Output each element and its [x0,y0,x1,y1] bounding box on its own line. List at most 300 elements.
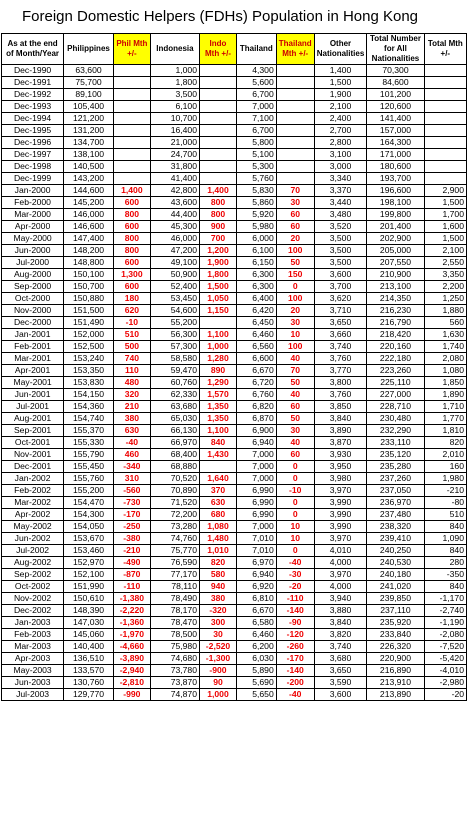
cell-philippines: 152,000 [64,329,114,341]
cell-thailand-change [276,137,314,149]
cell-indo-change: 1,350 [199,401,236,413]
cell-phil-change: -730 [113,497,150,509]
cell-philippines: 136,510 [64,653,114,665]
cell-indo-change [199,113,236,125]
table-row [2,545,467,557]
cell-other: 1,900 [314,89,367,101]
cell-total-change: -1,190 [424,617,466,629]
cell-other: 3,840 [314,617,367,629]
cell-total-change: 1,850 [424,377,466,389]
cell-indo-change: -2,520 [199,641,236,653]
cell-indo-change: 820 [199,557,236,569]
cell-indo-change: 1,050 [199,293,236,305]
cell-philippines: 145,200 [64,197,114,209]
cell-total-number: 220,900 [367,653,424,665]
cell-other: 3,590 [314,677,367,689]
table-row [2,245,467,257]
cell-month: Feb-2001 [2,341,64,353]
cell-phil-change: -2,810 [113,677,150,689]
cell-thailand: 6,760 [236,389,276,401]
table-row [2,305,467,317]
fdh-population-table [1,33,467,701]
cell-thailand-change: 40 [276,389,314,401]
col-header-indo-change: Indo Mth +/- [199,34,236,65]
cell-indonesia: 77,170 [150,569,199,581]
cell-total-change: 1,500 [424,233,466,245]
cell-other: 3,970 [314,485,367,497]
cell-total-change: -1,170 [424,593,466,605]
cell-indo-change: 1,080 [199,521,236,533]
cell-indo-change [199,317,236,329]
cell-phil-change: -3,890 [113,653,150,665]
cell-thailand: 6,940 [236,437,276,449]
cell-indo-change: 840 [199,437,236,449]
cell-philippines: 150,610 [64,593,114,605]
cell-thailand: 6,450 [236,317,276,329]
cell-total-number: 222,180 [367,353,424,365]
cell-indo-change: 300 [199,617,236,629]
cell-thailand: 6,720 [236,377,276,389]
cell-indonesia: 73,780 [150,665,199,677]
cell-thailand: 5,650 [236,689,276,701]
cell-indonesia: 72,200 [150,509,199,521]
cell-total-number: 239,850 [367,593,424,605]
cell-total-change: -2,980 [424,677,466,689]
cell-other: 3,850 [314,401,367,413]
cell-thailand: 6,000 [236,233,276,245]
table-row [2,533,467,545]
cell-month: Dec-1999 [2,173,64,185]
cell-philippines: 154,050 [64,521,114,533]
table-body [2,65,467,701]
cell-total-change: 1,700 [424,209,466,221]
cell-total-number: 235,120 [367,449,424,461]
header-row [2,34,467,65]
cell-phil-change: 600 [113,281,150,293]
cell-other: 3,980 [314,473,367,485]
cell-indonesia: 53,450 [150,293,199,305]
cell-thailand-change: 30 [276,197,314,209]
table-row [2,509,467,521]
table-row [2,557,467,569]
table-row [2,209,467,221]
table-row [2,329,467,341]
cell-total-change: 1,090 [424,533,466,545]
cell-other: 3,880 [314,605,367,617]
table-row [2,425,467,437]
cell-month: Mar-2002 [2,497,64,509]
cell-philippines: 147,030 [64,617,114,629]
cell-phil-change: -2,220 [113,605,150,617]
cell-thailand: 7,000 [236,461,276,473]
cell-thailand-change: 20 [276,305,314,317]
cell-month: Jun-2001 [2,389,64,401]
cell-total-number: 218,420 [367,329,424,341]
cell-indonesia: 44,400 [150,209,199,221]
cell-indonesia: 78,500 [150,629,199,641]
cell-total-number: 236,970 [367,497,424,509]
table-row [2,629,467,641]
cell-total-change: 2,200 [424,281,466,293]
cell-thailand: 5,300 [236,161,276,173]
cell-philippines: 131,200 [64,125,114,137]
cell-phil-change [113,77,150,89]
cell-total-number: 141,400 [367,113,424,125]
cell-phil-change: -40 [113,437,150,449]
cell-total-number: 237,480 [367,509,424,521]
cell-philippines: 152,500 [64,341,114,353]
cell-total-number: 196,600 [367,185,424,197]
cell-phil-change: -990 [113,689,150,701]
cell-indonesia: 70,520 [150,473,199,485]
cell-total-change [424,101,466,113]
page-title: Foreign Domestic Helpers (FDHs) Population in Hong Kong [22,8,419,25]
cell-total-number: 216,890 [367,665,424,677]
cell-thailand: 6,400 [236,293,276,305]
cell-thailand: 6,820 [236,401,276,413]
cell-month: Jun-2003 [2,677,64,689]
cell-total-change: 840 [424,581,466,593]
cell-philippines: 154,360 [64,401,114,413]
cell-indo-change: 1,570 [199,389,236,401]
cell-thailand-change: 0 [276,461,314,473]
cell-total-change: -7,520 [424,641,466,653]
cell-thailand: 6,420 [236,305,276,317]
cell-thailand: 4,300 [236,65,276,77]
table-row [2,437,467,449]
cell-thailand: 6,700 [236,89,276,101]
cell-month: Jul-2000 [2,257,64,269]
cell-indonesia: 24,700 [150,149,199,161]
cell-total-change: 1,500 [424,197,466,209]
cell-thailand: 7,000 [236,449,276,461]
cell-other: 3,500 [314,245,367,257]
cell-month: Jan-2002 [2,473,64,485]
cell-month: Feb-2000 [2,197,64,209]
cell-total-number: 180,600 [367,161,424,173]
cell-total-change: 2,080 [424,353,466,365]
cell-indo-change: 1,100 [199,425,236,437]
cell-total-number: 228,710 [367,401,424,413]
cell-indo-change: 1,430 [199,449,236,461]
cell-other: 3,950 [314,461,367,473]
cell-philippines: 75,700 [64,77,114,89]
cell-other: 3,870 [314,437,367,449]
cell-philippines: 130,760 [64,677,114,689]
cell-total-number: 237,260 [367,473,424,485]
table-row [2,137,467,149]
cell-total-change [424,89,466,101]
cell-total-number: 157,000 [367,125,424,137]
cell-philippines: 153,670 [64,533,114,545]
cell-indo-change: 800 [199,209,236,221]
cell-phil-change: 380 [113,413,150,425]
cell-thailand-change: -260 [276,641,314,653]
cell-thailand-change: 60 [276,209,314,221]
cell-indo-change: 1,290 [199,377,236,389]
cell-indo-change: 1,200 [199,245,236,257]
cell-thailand-change: 150 [276,269,314,281]
cell-thailand: 6,580 [236,617,276,629]
cell-month: Dec-1992 [2,89,64,101]
cell-thailand: 6,300 [236,269,276,281]
cell-indo-change: -1,300 [199,653,236,665]
cell-philippines: 153,350 [64,365,114,377]
cell-total-number: 120,600 [367,101,424,113]
cell-other: 4,000 [314,581,367,593]
cell-total-change: 2,900 [424,185,466,197]
col-header-thailand: Thailand [236,34,276,65]
cell-philippines: 144,600 [64,185,114,197]
cell-indonesia: 46,000 [150,233,199,245]
cell-philippines: 148,390 [64,605,114,617]
cell-thailand-change: 10 [276,533,314,545]
cell-philippines: 153,830 [64,377,114,389]
cell-other: 4,010 [314,545,367,557]
cell-thailand: 6,200 [236,641,276,653]
cell-philippines: 153,460 [64,545,114,557]
cell-phil-change: -870 [113,569,150,581]
cell-thailand: 6,940 [236,569,276,581]
cell-thailand-change [276,149,314,161]
cell-thailand: 6,990 [236,497,276,509]
cell-phil-change: -380 [113,533,150,545]
cell-month: Mar-2003 [2,641,64,653]
table-row [2,569,467,581]
table-row [2,221,467,233]
cell-philippines: 148,800 [64,257,114,269]
cell-total-change: -5,420 [424,653,466,665]
table-row [2,293,467,305]
cell-other: 3,000 [314,161,367,173]
cell-indonesia: 10,700 [150,113,199,125]
cell-indonesia: 54,600 [150,305,199,317]
cell-total-number: 207,550 [367,257,424,269]
cell-total-change: 840 [424,545,466,557]
cell-indo-change: 90 [199,677,236,689]
cell-indo-change: 1,480 [199,533,236,545]
cell-indonesia: 56,300 [150,329,199,341]
cell-indonesia: 78,470 [150,617,199,629]
cell-thailand: 7,000 [236,101,276,113]
cell-thailand-change: -170 [276,653,314,665]
cell-indonesia: 42,800 [150,185,199,197]
cell-phil-change: -1,380 [113,593,150,605]
cell-month: Oct-2001 [2,437,64,449]
cell-total-number: 235,920 [367,617,424,629]
cell-phil-change [113,65,150,77]
cell-indonesia: 57,300 [150,341,199,353]
cell-thailand: 5,980 [236,221,276,233]
cell-thailand-change: -140 [276,605,314,617]
cell-month: Nov-2000 [2,305,64,317]
cell-month: Aug-2001 [2,413,64,425]
cell-philippines: 151,990 [64,581,114,593]
cell-total-number: 210,900 [367,269,424,281]
table-row [2,365,467,377]
cell-total-number: 241,020 [367,581,424,593]
cell-other: 3,680 [314,653,367,665]
cell-total-change [424,137,466,149]
table-row [2,449,467,461]
cell-indo-change: 900 [199,221,236,233]
cell-other: 3,440 [314,197,367,209]
cell-indo-change [199,149,236,161]
cell-phil-change [113,89,150,101]
cell-total-number: 240,250 [367,545,424,557]
table-row [2,317,467,329]
col-header-total-number: Total Number for All Nationalities [367,34,424,65]
cell-indo-change: -320 [199,605,236,617]
cell-thailand: 5,920 [236,209,276,221]
cell-philippines: 63,600 [64,65,114,77]
cell-philippines: 138,100 [64,149,114,161]
cell-philippines: 146,600 [64,221,114,233]
cell-thailand: 6,100 [236,245,276,257]
cell-total-number: 239,410 [367,533,424,545]
cell-thailand: 6,700 [236,125,276,137]
cell-indonesia: 74,870 [150,689,199,701]
cell-total-change: 1,250 [424,293,466,305]
cell-month: Jul-2001 [2,401,64,413]
cell-total-change: 820 [424,437,466,449]
cell-month: Nov-2001 [2,449,64,461]
cell-phil-change: 510 [113,329,150,341]
cell-indonesia: 49,100 [150,257,199,269]
cell-philippines: 151,490 [64,317,114,329]
cell-thailand: 5,890 [236,665,276,677]
cell-phil-change: 180 [113,293,150,305]
cell-month: Dec-1997 [2,149,64,161]
cell-month: May-2003 [2,665,64,677]
table-row [2,593,467,605]
cell-indonesia: 65,030 [150,413,199,425]
cell-indo-change [199,89,236,101]
cell-philippines: 140,400 [64,641,114,653]
cell-month: Dec-1991 [2,77,64,89]
cell-philippines: 155,370 [64,425,114,437]
cell-other: 3,660 [314,329,367,341]
cell-indonesia: 52,400 [150,281,199,293]
cell-total-number: 233,840 [367,629,424,641]
cell-phil-change: 480 [113,377,150,389]
cell-thailand: 7,000 [236,473,276,485]
cell-thailand-change: 50 [276,377,314,389]
cell-total-number: 240,530 [367,557,424,569]
cell-philippines: 154,150 [64,389,114,401]
cell-other: 3,520 [314,221,367,233]
cell-month: Sep-2000 [2,281,64,293]
cell-total-change: -20 [424,689,466,701]
cell-other: 3,820 [314,629,367,641]
cell-indonesia: 68,400 [150,449,199,461]
cell-thailand-change: 0 [276,281,314,293]
cell-total-number: 216,230 [367,305,424,317]
cell-phil-change: -110 [113,581,150,593]
table-row [2,185,467,197]
cell-philippines: 155,450 [64,461,114,473]
col-header-indonesia: Indonesia [150,34,199,65]
cell-thailand: 6,920 [236,581,276,593]
cell-month: May-2002 [2,521,64,533]
cell-philippines: 134,700 [64,137,114,149]
cell-month: Dec-1990 [2,65,64,77]
cell-thailand-change: 60 [276,449,314,461]
cell-other: 3,990 [314,521,367,533]
cell-thailand-change [276,173,314,185]
cell-total-number: 171,000 [367,149,424,161]
cell-total-number: 70,300 [367,65,424,77]
cell-philippines: 143,200 [64,173,114,185]
table-row [2,341,467,353]
cell-thailand-change [276,77,314,89]
cell-other: 3,970 [314,569,367,581]
cell-month: Dec-1995 [2,125,64,137]
table-row [2,113,467,125]
cell-other: 3,340 [314,173,367,185]
cell-philippines: 121,200 [64,113,114,125]
cell-philippines: 148,200 [64,245,114,257]
cell-phil-change: 630 [113,425,150,437]
cell-other: 3,740 [314,641,367,653]
cell-month: Dec-2001 [2,461,64,473]
cell-phil-change: 210 [113,401,150,413]
cell-indo-change: 680 [199,509,236,521]
cell-indo-change: 30 [199,629,236,641]
cell-total-change: 2,100 [424,245,466,257]
cell-total-number: 201,400 [367,221,424,233]
cell-philippines: 155,760 [64,473,114,485]
cell-month: Jul-2003 [2,689,64,701]
cell-total-change: -210 [424,485,466,497]
cell-other: 3,760 [314,389,367,401]
col-header-thailand-change: Thailand Mth +/- [276,34,314,65]
cell-philippines: 155,200 [64,485,114,497]
cell-phil-change: -250 [113,521,150,533]
cell-indonesia: 1,000 [150,65,199,77]
cell-month: Sep-2001 [2,425,64,437]
cell-thailand-change: -30 [276,569,314,581]
cell-month: Apr-2001 [2,365,64,377]
cell-other: 1,400 [314,65,367,77]
cell-thailand: 5,600 [236,77,276,89]
cell-thailand-change: 0 [276,545,314,557]
cell-philippines: 152,970 [64,557,114,569]
cell-thailand-change: -120 [276,629,314,641]
cell-phil-change: -340 [113,461,150,473]
cell-indo-change [199,173,236,185]
cell-indonesia: 6,100 [150,101,199,113]
cell-indo-change: 580 [199,569,236,581]
cell-indo-change [199,101,236,113]
cell-indonesia: 31,800 [150,161,199,173]
cell-other: 3,650 [314,665,367,677]
cell-other: 3,940 [314,593,367,605]
table-row [2,65,467,77]
cell-indonesia: 59,470 [150,365,199,377]
cell-thailand-change: 10 [276,521,314,533]
cell-total-change: -4,010 [424,665,466,677]
cell-total-change: -2,080 [424,629,466,641]
cell-thailand: 6,560 [236,341,276,353]
cell-thailand: 7,010 [236,545,276,557]
cell-indo-change [199,137,236,149]
cell-month: Apr-2000 [2,221,64,233]
cell-total-number: 237,110 [367,605,424,617]
cell-thailand-change: 40 [276,437,314,449]
cell-indo-change: 1,900 [199,257,236,269]
cell-thailand-change: 0 [276,509,314,521]
